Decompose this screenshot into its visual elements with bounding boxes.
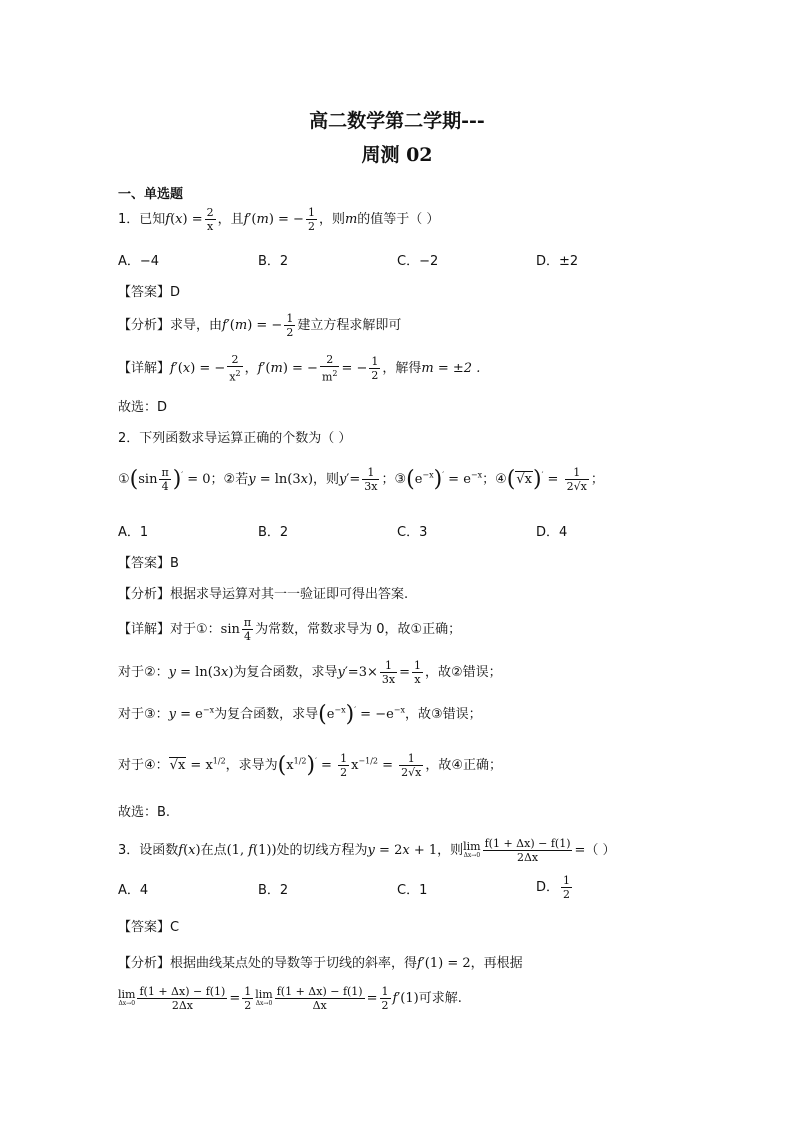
q3-option-b: B．2 (258, 883, 289, 898)
q1-conclusion: 故选：D (118, 400, 168, 415)
q1-stem: 1．已知f(x) = $\frac{2}{x}$ ，且f′(m) = − $\frac{1}{2}$ ，则m的值等于（ ） (118, 206, 440, 233)
q2-detail-2: 对于②：y = ln(3x)为复合函数，求导y′=3× $\frac{1}{3x}$ = $\frac{1}{x}$ ，故②错误； (118, 659, 502, 686)
q1-option-c: C．−2 (397, 254, 439, 269)
q1-option-a: A．−4 (118, 254, 160, 269)
q2-option-b: B．2 (258, 525, 289, 540)
q3-option-c: C．1 (397, 883, 428, 898)
q2-option-a: A．1 (118, 525, 149, 540)
q1-detail: 【详解】f′(x) = − $\frac{2}{x^2}$ ，f′(m) = − $\frac{2}{m^2}$ = − $\frac{1}{2}$ ，解得m = ±2 . (118, 353, 481, 384)
q3-analysis: 【分析】根据曲线某点处的导数等于切线的斜率，得f′(1) = 2，再根据 (118, 956, 523, 971)
q2-items: ①(sin $\frac{\pi}{4}$ )′ = 0；②若y = ln(3x)，则y′= $\frac{1}{3x}$ ；$③(e^{-x})' = e^{-x}$；④(√x)′ = $\frac{1}{2√x}$ ； (118, 466, 604, 493)
q2-conclusion: 故选：B. (118, 805, 171, 820)
q2-analysis: 【分析】根据求导运算对其一一验证即可得出答案. (118, 587, 409, 602)
q3-option-d: D． $\frac{1}{2}$ (536, 874, 571, 901)
title-line-2: 周测 02 (361, 144, 433, 166)
q1-answer: 【答案】D (118, 285, 181, 300)
q2-detail-1: 【详解】对于①：sin $\frac{\pi}{4}$ 为常数，常数求导为 0，故①正确； (118, 616, 462, 643)
q3-option-a: A．4 (118, 883, 149, 898)
q3-analysis-formula: lim Δx→0 $\frac{f(1 + \Delta x) - f(1)}{2\Delta x}$ = $\frac{1}{2}$ lim Δx→0 $\frac{f(1 + \Delta x) - f(1)}{\Delta x}$ = $\frac{1}{2}$ f′(1)可求解. (118, 985, 462, 1012)
q1-option-d: D．±2 (536, 254, 579, 269)
q2-option-d: D．4 (536, 525, 568, 540)
q2-answer: 【答案】B (118, 556, 179, 571)
q2-option-c: C．3 (397, 525, 428, 540)
q1-option-b: B．2 (258, 254, 289, 269)
q3-answer: 【答案】C (118, 920, 180, 935)
q2-detail-4: 对于④：$√x = x^{1/2}$，求导为$(x^{1/2})'$ = $\frac{1}{2}$ $x^{-1/2}$ = $\frac{1}{2√x}$ ，故④正确； (118, 752, 503, 779)
q2-stem: 2．下列函数求导运算正确的个数为（ ） (118, 431, 352, 446)
q2-detail-3: 对于③：$y = e^{-x}$为复合函数，求导$(e^{-x})' = -e^{-x}$，故③错误； (118, 702, 482, 727)
q1-analysis: 【分析】求导，由f′(m) = − $\frac{1}{2}$ 建立方程求解即可 (118, 312, 402, 339)
q3-stem: 3．设函数f(x)在点(1, f(1))处的切线方程为y = 2x + 1，则lim Δx→0 $\frac{f(1 + \Delta x) - f(1)}{2\Delta x}$ =（ ） (118, 837, 616, 864)
section-heading: 一、单选题 (118, 187, 184, 202)
title-line-1: 高二数学第二学期--- (309, 110, 485, 132)
